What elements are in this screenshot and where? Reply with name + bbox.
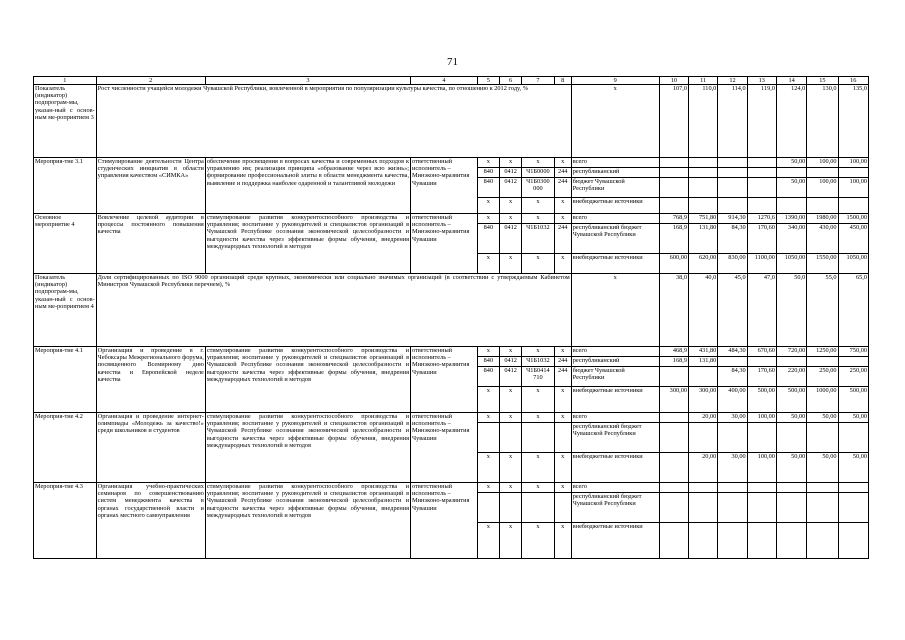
activity-label: Основное мероприятие 4 xyxy=(34,214,97,274)
funding-value xyxy=(689,367,718,387)
funding-value xyxy=(807,198,838,214)
funding-value xyxy=(659,483,688,493)
funding-value: 431,80 xyxy=(689,347,718,357)
funding-value: 20,00 xyxy=(689,413,718,423)
budget-code: х xyxy=(500,483,522,493)
budget-code: х xyxy=(477,453,499,483)
funding-value: 50,00 xyxy=(838,413,868,423)
funding-value xyxy=(689,493,718,523)
activity-goal: стимулирование развития конкурентоспособного производства и управления; воспитание у руководителей и специалистов организаций в Чувашской Республике осознания экономической целесообразности и выгодности качества через эффективные формы обучения, внедрения международных технологий и методов xyxy=(205,214,410,274)
indicator-value: 107,0 xyxy=(659,85,688,158)
funding-value xyxy=(659,413,688,423)
funding-value: 620,00 xyxy=(689,254,718,274)
funding-value xyxy=(838,168,868,178)
funding-value: 1500,00 xyxy=(838,214,868,224)
funding-value: 50,00 xyxy=(807,453,838,483)
funding-value xyxy=(718,178,747,198)
indicator-x: х xyxy=(571,274,659,347)
funding-value xyxy=(718,483,747,493)
funding-value xyxy=(807,423,838,453)
funding-source: внебюджетные источники xyxy=(571,254,659,274)
budget-code: 840 xyxy=(477,178,499,198)
funding-value: 168,9 xyxy=(659,357,688,367)
funding-value: 1050,00 xyxy=(838,254,868,274)
column-number: 9 xyxy=(571,77,659,85)
budget-code: х xyxy=(500,198,522,214)
funding-value: 750,00 xyxy=(838,347,868,357)
budget-code: х xyxy=(522,254,554,274)
budget-code: 244 xyxy=(554,367,571,387)
funding-value: 400,00 xyxy=(718,387,747,413)
budget-code: 0412 xyxy=(500,178,522,198)
budget-code xyxy=(554,423,571,453)
indicator-value: 110,0 xyxy=(689,85,718,158)
budget-code: х xyxy=(477,523,499,559)
column-number: 4 xyxy=(411,77,478,85)
funding-source: республиканский xyxy=(571,357,659,367)
activity-name: Организация учебно-практических семинаров по совершенствованию систем менеджмента качества в органах государственной власти и органах местного самоуправления xyxy=(96,483,205,559)
funding-value xyxy=(659,367,688,387)
funding-value: 1390,00 xyxy=(776,214,806,224)
budget-code: х xyxy=(500,158,522,168)
budget-code: х xyxy=(554,254,571,274)
funding-value xyxy=(747,523,776,559)
budget-code: х xyxy=(522,214,554,224)
funding-value xyxy=(838,357,868,367)
funding-value: 468,9 xyxy=(659,347,688,357)
budget-code: х xyxy=(477,198,499,214)
funding-value xyxy=(838,423,868,453)
funding-value xyxy=(689,158,718,168)
budget-code: х xyxy=(554,413,571,423)
funding-value xyxy=(807,357,838,367)
budget-code: х xyxy=(500,413,522,423)
funding-value: 300,00 xyxy=(659,387,688,413)
budget-code xyxy=(500,493,522,523)
budget-code: х xyxy=(477,347,499,357)
funding-value xyxy=(776,493,806,523)
funding-source: бюджет Чувашской Республики xyxy=(571,367,659,387)
budget-code: х xyxy=(477,483,499,493)
funding-value: 100,00 xyxy=(838,158,868,168)
activity-name: Вовлечение целевой аудитории в процессы постоянного повышения качества xyxy=(96,214,205,274)
funding-value: 751,80 xyxy=(689,214,718,224)
funding-value xyxy=(659,523,688,559)
funding-value: 1100,00 xyxy=(747,254,776,274)
indicator-x: х xyxy=(571,85,659,158)
budget-code: Ч1Б0414 710 xyxy=(522,367,554,387)
budget-code: х xyxy=(522,387,554,413)
budget-code: х xyxy=(554,347,571,357)
indicator-value: 114,0 xyxy=(718,85,747,158)
budget-code: 840 xyxy=(477,224,499,254)
column-number: 8 xyxy=(554,77,571,85)
funding-value: 170,60 xyxy=(747,224,776,254)
budget-code: 840 xyxy=(477,367,499,387)
budget-code: х xyxy=(477,158,499,168)
funding-value: 720,00 xyxy=(776,347,806,357)
indicator-row xyxy=(34,85,869,158)
indicator-value: 119,0 xyxy=(747,85,776,158)
funding-value: 500,00 xyxy=(776,387,806,413)
funding-value: 84,30 xyxy=(718,224,747,254)
activity-label: Мероприя-тие 4.1 xyxy=(34,347,97,413)
activity-label: Мероприя-тие 4.3 xyxy=(34,483,97,559)
funding-source: внебюджетные источники xyxy=(571,453,659,483)
column-number: 15 xyxy=(807,77,838,85)
funding-value: 100,00 xyxy=(747,413,776,423)
funding-value: 50,00 xyxy=(807,413,838,423)
funding-value xyxy=(659,493,688,523)
column-number: 2 xyxy=(96,77,205,85)
column-number: 1 xyxy=(34,77,97,85)
funding-source: внебюджетные источники xyxy=(571,198,659,214)
funding-value xyxy=(659,453,688,483)
funding-value xyxy=(659,178,688,198)
budget-code xyxy=(500,423,522,453)
activity-goal: стимулирование развития конкурентоспособного производства и управления; воспитание у руководителей и специалистов организаций в Чувашской Республике осознания экономической целесообразности и выгодности качества через эффективные формы обучения, внедрения международных технологий и методов xyxy=(205,483,410,559)
funding-source: всего xyxy=(571,158,659,168)
column-number: 6 xyxy=(500,77,522,85)
funding-value: 1270,6 xyxy=(747,214,776,224)
budget-code: Ч1Б1032 xyxy=(522,357,554,367)
header-row xyxy=(34,77,869,85)
budget-code: Ч1Б0300 000 xyxy=(522,178,554,198)
funding-value xyxy=(807,483,838,493)
funding-value xyxy=(689,198,718,214)
budget-code: 244 xyxy=(554,168,571,178)
funding-value: 670,60 xyxy=(747,347,776,357)
funding-value: 768,9 xyxy=(659,214,688,224)
activity-row xyxy=(34,347,869,357)
activity-row xyxy=(34,158,869,168)
budget-code: х xyxy=(554,198,571,214)
activity-responsible: ответственный исполнитель – Минэконо-мразвития Чувашии xyxy=(411,347,478,413)
column-number: 13 xyxy=(747,77,776,85)
budget-code: х xyxy=(522,453,554,483)
funding-source: всего xyxy=(571,214,659,224)
budget-code: х xyxy=(477,254,499,274)
budget-code: х xyxy=(500,347,522,357)
funding-value: 50,00 xyxy=(776,158,806,168)
program-table xyxy=(33,76,869,559)
activity-goal: обеспечение просвещения в вопросах качества и современных подходов к управлению им; реализация принципа «образование через всю жизнь»; формирование профессиональной элиты в области менеджмента качества, выявление и поддержка наиболее одаренной и талантливой молодежи xyxy=(205,158,410,214)
activity-responsible: ответственный исполнитель – Минэконо-мразвития Чувашии xyxy=(411,214,478,274)
funding-value xyxy=(718,423,747,453)
funding-value xyxy=(776,523,806,559)
budget-code: х xyxy=(522,483,554,493)
indicator-value: 135,0 xyxy=(838,85,868,158)
funding-value: 50,00 xyxy=(838,453,868,483)
funding-value: 30,00 xyxy=(718,413,747,423)
indicator-value: 47,0 xyxy=(747,274,776,347)
funding-value xyxy=(718,198,747,214)
funding-value xyxy=(807,493,838,523)
budget-code: Ч1Б0000 xyxy=(522,168,554,178)
funding-value xyxy=(747,198,776,214)
funding-source: республиканский бюджет Чувашской Республики xyxy=(571,493,659,523)
funding-value: 50,00 xyxy=(776,413,806,423)
budget-code: х xyxy=(477,214,499,224)
funding-value: 250,00 xyxy=(807,367,838,387)
budget-code: х xyxy=(500,254,522,274)
budget-code: 0412 xyxy=(500,224,522,254)
budget-code: х xyxy=(554,483,571,493)
funding-value: 131,80 xyxy=(689,357,718,367)
column-number: 16 xyxy=(838,77,868,85)
budget-code xyxy=(522,423,554,453)
indicator-value: 40,0 xyxy=(689,274,718,347)
indicator-label: Показатель (индикатор) подпрограм-мы, указан-ный с основ-ным ме-роприятием 4 xyxy=(34,274,97,347)
funding-value xyxy=(747,178,776,198)
activity-label: Мероприя-тие 4.2 xyxy=(34,413,97,483)
column-number: 7 xyxy=(522,77,554,85)
budget-code: х xyxy=(554,158,571,168)
budget-code: х xyxy=(500,523,522,559)
funding-value: 100,00 xyxy=(807,158,838,168)
funding-value: 340,00 xyxy=(776,224,806,254)
funding-value: 84,30 xyxy=(718,367,747,387)
funding-value: 100,00 xyxy=(838,178,868,198)
page-number: 71 xyxy=(447,56,458,68)
funding-value xyxy=(807,523,838,559)
funding-value: 500,00 xyxy=(747,387,776,413)
funding-value xyxy=(659,168,688,178)
funding-value: 30,00 xyxy=(718,453,747,483)
budget-code: х xyxy=(522,413,554,423)
indicator-row xyxy=(34,274,869,347)
budget-code xyxy=(477,493,499,523)
funding-value: 300,00 xyxy=(689,387,718,413)
activity-row xyxy=(34,214,869,224)
indicator-value: 50,0 xyxy=(776,274,806,347)
funding-value xyxy=(718,357,747,367)
funding-value xyxy=(776,198,806,214)
column-number: 3 xyxy=(205,77,410,85)
funding-value xyxy=(838,523,868,559)
funding-value: 430,00 xyxy=(807,224,838,254)
budget-code: 244 xyxy=(554,224,571,254)
funding-value: 600,00 xyxy=(659,254,688,274)
budget-code: Ч1Б1032 xyxy=(522,224,554,254)
funding-value: 220,00 xyxy=(776,367,806,387)
funding-value xyxy=(776,483,806,493)
activity-responsible: ответственный исполнитель – Минэконо-мразвития Чувашии xyxy=(411,158,478,214)
funding-source: республиканский xyxy=(571,168,659,178)
indicator-value: 130,0 xyxy=(807,85,838,158)
funding-value: 830,00 xyxy=(718,254,747,274)
funding-value: 100,00 xyxy=(807,178,838,198)
budget-code: х xyxy=(554,523,571,559)
column-number: 12 xyxy=(718,77,747,85)
funding-value: 100,00 xyxy=(747,453,776,483)
funding-value: 1050,00 xyxy=(776,254,806,274)
funding-value xyxy=(659,158,688,168)
budget-code: 244 xyxy=(554,178,571,198)
funding-value: 484,30 xyxy=(718,347,747,357)
funding-value xyxy=(838,483,868,493)
budget-code: 840 xyxy=(477,168,499,178)
funding-value xyxy=(747,158,776,168)
funding-value xyxy=(689,523,718,559)
funding-value xyxy=(747,423,776,453)
activity-responsible: ответственный исполнитель – Минэконо-мразвития Чувашии xyxy=(411,483,478,559)
column-number: 5 xyxy=(477,77,499,85)
funding-value: 1250,00 xyxy=(807,347,838,357)
budget-code: х xyxy=(554,214,571,224)
budget-code: х xyxy=(554,387,571,413)
indicator-value: 124,0 xyxy=(776,85,806,158)
funding-value: 50,00 xyxy=(776,178,806,198)
funding-value xyxy=(776,357,806,367)
activity-goal: стимулирование развития конкурентоспособного производства и управления; воспитание у руководителей и специалистов организаций в Чувашской Республике осознания экономической целесообразности и выгодности качества через эффективные формы обучения, внедрения международных технологий и методов xyxy=(205,347,410,413)
funding-value: 170,60 xyxy=(747,367,776,387)
budget-code: х xyxy=(500,214,522,224)
budget-code xyxy=(477,423,499,453)
funding-source: республиканский бюджет Чувашской Республики xyxy=(571,224,659,254)
funding-value xyxy=(776,423,806,453)
funding-value: 1000,00 xyxy=(807,387,838,413)
funding-value xyxy=(689,168,718,178)
funding-value xyxy=(718,168,747,178)
funding-value: 1980,00 xyxy=(807,214,838,224)
activity-name: Стимулирование деятельности Центра студенческих инициатив в области управления качеством «СИМКА» xyxy=(96,158,205,214)
funding-value xyxy=(718,523,747,559)
budget-code: х xyxy=(500,387,522,413)
funding-value xyxy=(689,423,718,453)
funding-value xyxy=(659,198,688,214)
budget-code: 0412 xyxy=(500,168,522,178)
funding-source: всего xyxy=(571,347,659,357)
column-number: 10 xyxy=(659,77,688,85)
indicator-text: Рост численности учащейся молодежи Чувашской Республики, вовлеченной в мероприятия по популяризации культуры качества, по отношению к 2012 году, % xyxy=(96,85,571,158)
funding-source: внебюджетные источники xyxy=(571,523,659,559)
indicator-value: 38,0 xyxy=(659,274,688,347)
activity-name: Организация и проведение в г. Чебоксары Межрегионального форума, посвященного Всемирному дню качества и Европейской неделе качества xyxy=(96,347,205,413)
column-number: 11 xyxy=(689,77,718,85)
funding-value: 250,00 xyxy=(838,367,868,387)
budget-code: х xyxy=(522,523,554,559)
indicator-value: 65,0 xyxy=(838,274,868,347)
indicator-value: 45,0 xyxy=(718,274,747,347)
funding-source: внебюджетные источники xyxy=(571,387,659,413)
funding-value: 1550,00 xyxy=(807,254,838,274)
budget-code: х xyxy=(500,453,522,483)
funding-value xyxy=(747,357,776,367)
column-number: 14 xyxy=(776,77,806,85)
funding-source: всего xyxy=(571,413,659,423)
activity-name: Организация и проведение интернет-олимпиады «Молодежь за качество!» среди школьников и студентов xyxy=(96,413,205,483)
funding-value xyxy=(718,158,747,168)
activity-goal: стимулирование развития конкурентоспособного производства и управления; воспитание у руководителей и специалистов организаций в Чувашской Республике осознания экономической целесообразности и выгодности качества через эффективные формы обучения, внедрения международных технологий и методов xyxy=(205,413,410,483)
funding-source: республиканский бюджет Чувашской Республики xyxy=(571,423,659,453)
activity-row xyxy=(34,413,869,423)
indicator-text: Доля сертифицированных по ISO 9000 организаций среди крупных, экономически или социально значимых организаций (в соответствии с утверждаемым Кабинетом Министров Чувашской Республики перечнем), % xyxy=(96,274,571,347)
indicator-label: Показатель (индикатор) подпрограм-мы, указан-ный с основ-ным ме-роприятием 3 xyxy=(34,85,97,158)
funding-value: 131,80 xyxy=(689,224,718,254)
funding-value xyxy=(659,423,688,453)
funding-value: 450,00 xyxy=(838,224,868,254)
funding-value xyxy=(689,178,718,198)
funding-value xyxy=(747,168,776,178)
funding-value xyxy=(718,493,747,523)
activity-responsible: ответственный исполнитель – Минэконо-мразвития Чувашии xyxy=(411,413,478,483)
funding-value: 500,00 xyxy=(838,387,868,413)
funding-value xyxy=(807,168,838,178)
budget-code xyxy=(522,493,554,523)
budget-code: 0412 xyxy=(500,357,522,367)
funding-value xyxy=(838,493,868,523)
budget-code: х xyxy=(477,413,499,423)
budget-code: 244 xyxy=(554,357,571,367)
budget-code: х xyxy=(554,453,571,483)
funding-source: бюджет Чувашской Республики xyxy=(571,178,659,198)
activity-row xyxy=(34,483,869,493)
funding-value: 914,30 xyxy=(718,214,747,224)
budget-code: х xyxy=(522,347,554,357)
funding-value: 50,00 xyxy=(776,453,806,483)
budget-code: х xyxy=(522,158,554,168)
budget-code: 0412 xyxy=(500,367,522,387)
activity-label: Мероприя-тие 3.1 xyxy=(34,158,97,214)
budget-code: х xyxy=(522,198,554,214)
funding-value xyxy=(747,493,776,523)
budget-code: 840 xyxy=(477,357,499,367)
funding-value xyxy=(776,168,806,178)
funding-source: всего xyxy=(571,483,659,493)
funding-value: 20,00 xyxy=(689,453,718,483)
funding-value xyxy=(689,483,718,493)
indicator-value: 55,0 xyxy=(807,274,838,347)
funding-value xyxy=(838,198,868,214)
budget-code: х xyxy=(477,387,499,413)
funding-value xyxy=(747,483,776,493)
funding-value: 168,9 xyxy=(659,224,688,254)
budget-code xyxy=(554,493,571,523)
